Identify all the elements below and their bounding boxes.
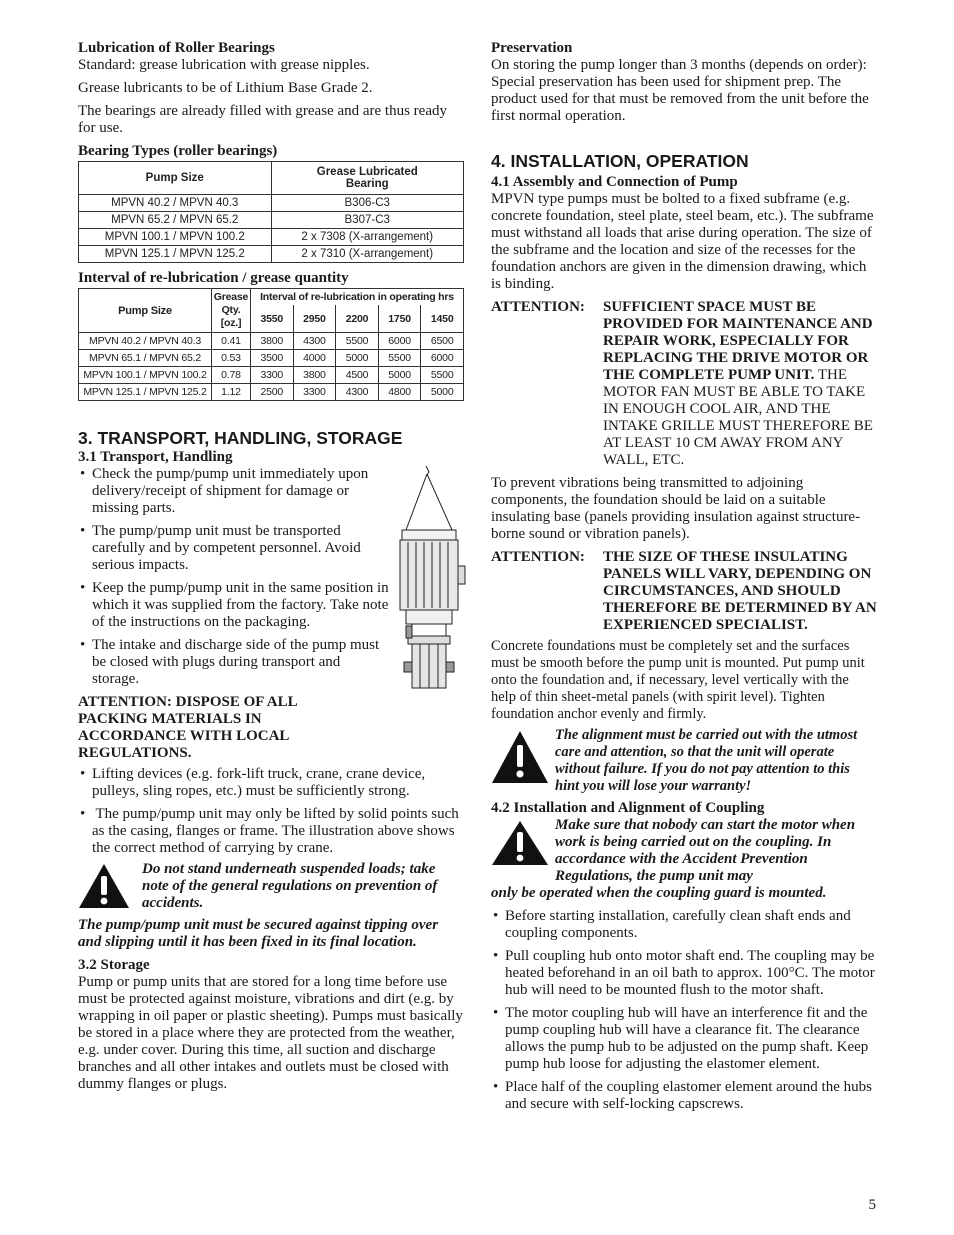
table-cell: 0.41 <box>212 333 251 350</box>
table-row <box>79 212 464 229</box>
table-cell: 5500 <box>336 333 379 350</box>
table-header: Grease Lubricated Bearing <box>271 162 464 195</box>
lubrication-ready: The bearings are already filled with grease and are thus ready for use. <box>78 103 447 136</box>
relubrication-table <box>78 288 464 401</box>
attention-space <box>491 299 877 469</box>
bearing-types-title: Bearing Types (roller bearings) <box>78 143 278 159</box>
table-cell: MPVN 125.1 / MPVN 125.2 <box>79 246 272 263</box>
table-cell: 3500 <box>251 350 294 367</box>
table-row <box>79 333 464 350</box>
table-cell: B306-C3 <box>271 195 464 212</box>
table-cell: 4800 <box>378 384 421 401</box>
table-cell: 3800 <box>251 333 294 350</box>
preservation-title: Preservation <box>491 40 573 56</box>
pump-lifting-icon <box>396 466 466 690</box>
table-cell: 4500 <box>336 367 379 384</box>
section-3-heading: 3. TRANSPORT, HANDLING, STORAGE <box>78 428 403 448</box>
warning-triangle-icon <box>78 863 136 909</box>
table-header: 3550 <box>251 305 294 332</box>
vibration-text: To prevent vibrations being transmitted to adjoining components, the foundation should be laid on a suitable insulating base (panels providing insulation against structure-borne sound or vibration panels). <box>491 475 861 542</box>
warning-alignment <box>491 727 877 795</box>
table-cell: 5000 <box>421 384 464 401</box>
table-row <box>79 384 464 401</box>
table-cell: MPVN 65.1 / MPVN 65.2 <box>79 350 212 367</box>
table-cell: 0.53 <box>212 350 251 367</box>
table-header: 1450 <box>421 305 464 332</box>
bearing-types-table <box>78 161 464 263</box>
coupling-bullets <box>491 908 877 1113</box>
table-row <box>79 195 464 212</box>
relubrication-title: Interval of re-lubrication / grease quantity <box>78 270 349 286</box>
transport-bullets <box>78 466 390 688</box>
table-cell: 2 x 7310 (X-arrangement) <box>271 246 464 263</box>
warning-text: The alignment must be carried out with the utmost care and attention, so that the unit will operate without failure. If you do not pay attention to this hint you will lose your warranty! <box>555 727 858 794</box>
preservation-text: On storing the pump longer than 3 months (depends on order): Special preservation has been used for shipment prep. The product used for that must be removed from the unit before the first normal operation. <box>491 57 869 124</box>
list-item: • Pull coupling hub onto motor shaft end. The coupling may be heated beforehand in an oil bath to approx. 100°C. The motor hub will need to be mounted flush to the motor shaft. <box>493 948 875 998</box>
table-cell: 3800 <box>293 367 336 384</box>
list-item: • Before starting installation, carefully clean shaft ends and coupling components. <box>493 908 851 941</box>
table-cell: 6000 <box>421 350 464 367</box>
warning-text: Make sure that nobody can start the motor when work is being carried out on the coupling. In accordance with the Accident Prevention Regulations, the pump unit may <box>555 817 856 884</box>
attention-bold-text: THE SIZE OF THESE INSULATING PANELS WILL VARY, DEPENDING ON CIRCUMSTANCES, AND SHOULD THEREFORE BE DETERMINED BY AN EXPERIENCED SPECIALIST. <box>603 549 877 633</box>
table-row <box>79 229 464 246</box>
list-item: • The motor coupling hub will have an interference fit and the pump coupling hub will have a clearance fit. The clearance allows the pump hub to be adjusted on the pump shaft. Keep pump hub loose for adjusting the elastomer element. <box>493 1005 869 1072</box>
storage-text: Pump or pump units that are stored for a long time before use must be protected against moisture, vibrations and dirt (e.g. by wrapping in oil paper or plastic sheeting). Pumps must basically be stored in a place where they are protected from the weather, e.g. under cover. During this time, all suction and discharge branches and all other intakes and outlets must be closed with dummy flanges or plugs. <box>78 974 463 1092</box>
table-header: Grease Qty. [oz.] <box>212 289 251 333</box>
assembly-text: MPVN type pumps must be bolted to a fixed subframe (e.g. concrete foundation, steel plate, steel beam, etc.). The subframe must withstand all loads that arise during operation. The size of the subframe and the location and size of the recesses for the foundation anchors are given in the dimension drawing, which is binding. <box>491 191 874 292</box>
table-cell: 1.12 <box>212 384 251 401</box>
table-cell: MPVN 65.2 / MPVN 65.2 <box>79 212 272 229</box>
table-cell: 5500 <box>421 367 464 384</box>
table-cell: 2 x 7308 (X-arrangement) <box>271 229 464 246</box>
lifting-bullets <box>78 766 464 857</box>
warning-triangle-icon <box>491 730 549 784</box>
table-row <box>79 367 464 384</box>
attention-text: THE MOTOR FAN MUST BE ABLE TO TAKE IN ENOUGH COOL AIR, AND THE INTAKE GRILLE MUST THEREFORE BE AT LEAST 10 CM AWAY FROM ANY WALL, ETC. <box>603 367 873 468</box>
subsection-3-2: 3.2 Storage <box>78 957 150 973</box>
table-cell: 5000 <box>336 350 379 367</box>
subsection-4-2: 4.2 Installation and Alignment of Coupling <box>491 800 765 816</box>
attention-dispose: ATTENTION: DISPOSE OF ALL PACKING MATERIALS IN ACCORDANCE WITH LOCAL REGULATIONS. <box>78 694 297 761</box>
table-header: Pump Size <box>79 289 212 333</box>
table-header: Pump Size <box>79 162 272 195</box>
table-cell: 2500 <box>251 384 294 401</box>
right-column <box>491 40 877 1119</box>
list-item: • Place half of the coupling elastomer element around the hubs and secure with self-locking capscrews. <box>493 1079 872 1112</box>
lubrication-standard: Standard: grease lubrication with grease nipples. <box>78 57 370 73</box>
table-cell: 5500 <box>378 350 421 367</box>
table-header: Interval of re-lubrication in operating hrs <box>251 289 464 306</box>
secured-note: The pump/pump unit must be secured against tipping over and slipping until it has been fixed in its final location. <box>78 917 439 950</box>
table-cell: 4000 <box>293 350 336 367</box>
section-4-heading: 4. INSTALLATION, OPERATION <box>491 151 749 171</box>
table-cell: 6000 <box>378 333 421 350</box>
table-cell: B307-C3 <box>271 212 464 229</box>
table-header: 2950 <box>293 305 336 332</box>
attention-label: ATTENTION: <box>491 299 585 315</box>
attention-insulating <box>491 549 877 634</box>
table-cell: MPVN 100.1 / MPVN 100.2 <box>79 229 272 246</box>
warning-triangle-icon <box>491 820 549 866</box>
list-item: • The intake and discharge side of the pump must be closed with plugs during transport and storage. <box>80 637 380 687</box>
table-row <box>79 246 464 263</box>
warning-text: Do not stand underneath suspended loads; take note of the general regulations on prevention of accidents. <box>142 861 438 911</box>
table-cell: 3300 <box>293 384 336 401</box>
table-cell: 6500 <box>421 333 464 350</box>
lubrication-grease: Grease lubricants to be of Lithium Base Grade 2. <box>78 80 373 96</box>
attention-label: ATTENTION: <box>491 549 585 565</box>
list-item: • Check the pump/pump unit immediately upon delivery/receipt of shipment for damage or missing parts. <box>80 466 369 516</box>
list-item: • Keep the pump/pump unit in the same position in which it was supplied from the factory. Take note of the instructions on the packaging. <box>80 580 389 630</box>
table-cell: MPVN 125.1 / MPVN 125.2 <box>79 384 212 401</box>
list-item: • The pump/pump unit must be transported carefully and by competent personnel. Avoid serious impacts. <box>80 523 361 573</box>
list-item: • The pump/pump unit may only be lifted by solid points such as the casing, flanges or frame. The illustration above shows the correct method of carrying by crane. <box>80 806 459 856</box>
table-cell: MPVN 100.1 / MPVN 100.2 <box>79 367 212 384</box>
warning-coupling <box>491 817 877 885</box>
table-cell: 5000 <box>378 367 421 384</box>
warning-text-tail: only be operated when the coupling guard is mounted. <box>491 885 827 901</box>
attention-bold-text: SUFFICIENT SPACE MUST BE PROVIDED FOR MAINTENANCE AND REPAIR WORK, ESPECIALLY FOR REPLACING THE DRIVE MOTOR OR THE COMPLETE PUMP UNIT. <box>603 299 873 383</box>
table-row <box>79 350 464 367</box>
lubrication-title: Lubrication of Roller Bearings <box>78 40 275 56</box>
table-header: 2200 <box>336 305 379 332</box>
page-number: 5 <box>868 1197 876 1213</box>
table-cell: 0.78 <box>212 367 251 384</box>
table-cell: 3300 <box>251 367 294 384</box>
subsection-3-1: 3.1 Transport, Handling <box>78 449 233 465</box>
list-item: • Lifting devices (e.g. fork-lift truck, crane, crane device, pulleys, sling ropes, etc.) must be sufficiently strong. <box>80 766 426 799</box>
table-header: 1750 <box>378 305 421 332</box>
pump-crane-illustration <box>396 466 466 690</box>
table-cell: MPVN 40.2 / MPVN 40.3 <box>79 333 212 350</box>
concrete-text: Concrete foundations must be completely set and the surfaces must be smooth before the pump unit is mounted. Put pump unit onto the foundation and, if necessary, level vertically with the help of thin sheet-metal panels (with spirit level). Tighten foundation anchor evenly and firmly. <box>491 638 865 722</box>
table-cell: MPVN 40.2 / MPVN 40.3 <box>79 195 272 212</box>
table-cell: 4300 <box>293 333 336 350</box>
table-cell: 4300 <box>336 384 379 401</box>
subsection-4-1: 4.1 Assembly and Connection of Pump <box>491 174 738 190</box>
warning-suspended-loads <box>78 861 464 912</box>
